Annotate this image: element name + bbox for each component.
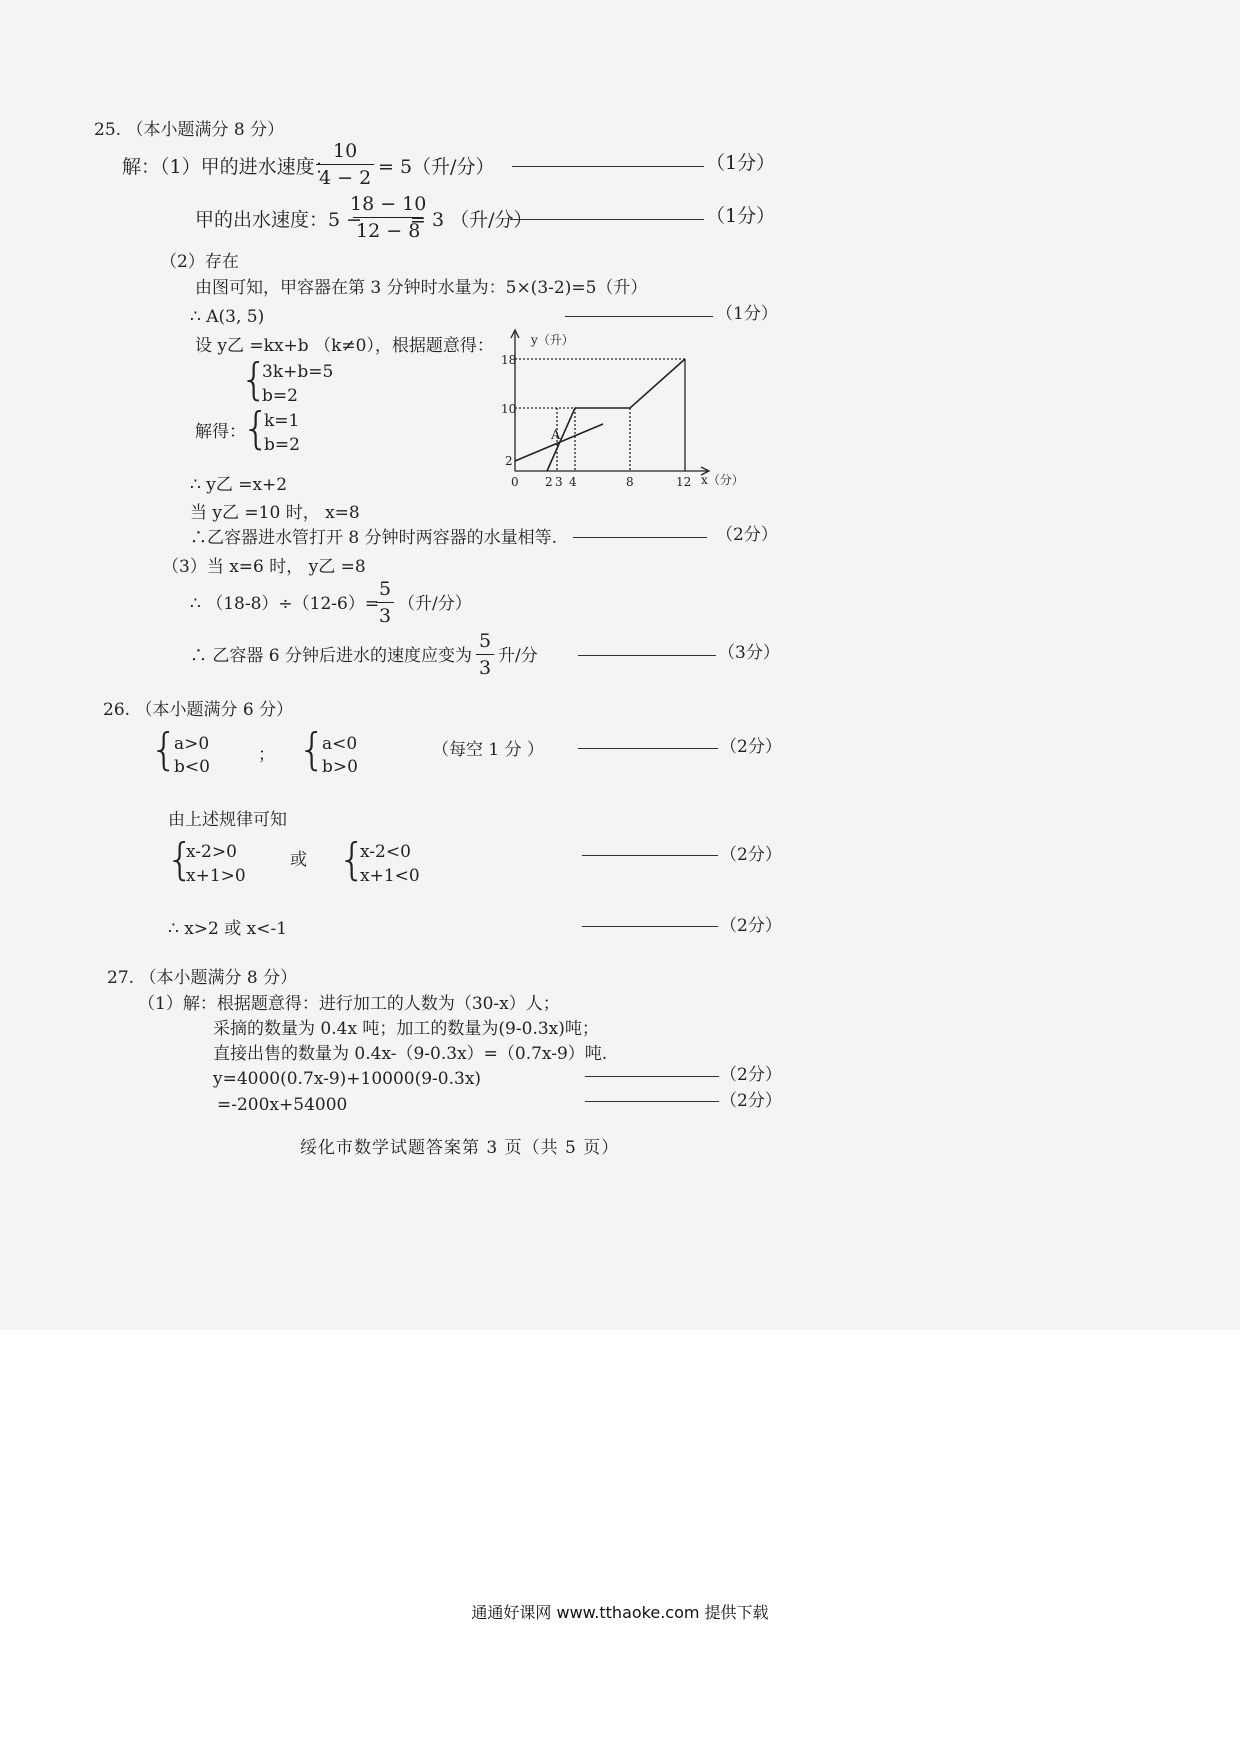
- x-tick-0: 0: [511, 475, 519, 489]
- site-note: 通通好课网 www.tthaoke.com 提供下载: [471, 1603, 769, 1622]
- y-tick-2: 2: [505, 454, 513, 468]
- q27-line3: 直接出售的数量为 0.4x-（9-0.3x）=（0.7x-9）吨.: [213, 1044, 608, 1064]
- q26-line1: 由上述规律可知: [168, 810, 287, 830]
- leader-line: [510, 219, 704, 220]
- q25-s3-line2: ∴ 乙容器 6 分钟后进水的速度应变为: [190, 646, 473, 666]
- y-axis-label: y（升）: [531, 333, 574, 347]
- q25-s3-line2-fraction: [476, 630, 494, 679]
- q25-p2-prefix: 甲的出水速度：5 −: [195, 209, 363, 231]
- q25-p1-score: （1分）: [706, 152, 776, 174]
- q25-system2-eq1: k=1: [264, 411, 300, 431]
- q25-s3-fraction: [376, 578, 394, 627]
- x-tick-8: 8: [626, 475, 634, 489]
- brace-icon: {: [298, 724, 326, 775]
- q26-system1-line2: b<0: [174, 757, 210, 777]
- q26-system4-line1: x-2<0: [360, 842, 411, 862]
- q25-p1-denominator: 4 − 2: [316, 164, 374, 189]
- q25-system2-eq2: b=2: [264, 435, 300, 455]
- leader-line: [585, 1076, 719, 1077]
- x-tick-3: 3: [555, 475, 563, 489]
- water-level-graph: [495, 328, 755, 498]
- x-axis-label: x（分）: [701, 473, 744, 487]
- q25-s2-point-a: ∴ A(3, 5): [190, 307, 265, 327]
- q25-s3-score: （3分）: [718, 643, 780, 663]
- q25-s3-unit: （升/分）: [398, 594, 472, 614]
- q26-system3-line2: x+1>0: [186, 866, 246, 886]
- q25-solve-label: 解得：: [195, 422, 246, 442]
- q26-line2: ∴ x>2 或 x<-1: [168, 919, 288, 939]
- q27-line4: y=4000(0.7x-9)+10000(9-0.3x): [213, 1069, 482, 1089]
- q27-line2: 采摘的数量为 0.4x 吨；加工的数量为(9-0.3x)吨；: [213, 1019, 599, 1039]
- x-tick-4: 4: [569, 475, 577, 489]
- q27-line5: =-200x+54000: [217, 1095, 348, 1115]
- leader-line: [582, 926, 718, 927]
- q25-s3-line2-unit: 升/分: [498, 646, 538, 666]
- q26-system2-line2: b>0: [322, 757, 358, 777]
- q25-p2-result: = 3 （升/分）: [410, 209, 533, 231]
- q25-header: 25. （本小题满分 8 分）: [94, 120, 285, 140]
- q27-line4-score: （2分）: [720, 1065, 782, 1085]
- leader-line: [512, 166, 704, 167]
- q25-p1-fraction: [316, 140, 374, 189]
- q26-system1-line1: a>0: [174, 734, 210, 754]
- q25-s3-line1: ∴ （18-8）÷（12-6）=: [190, 594, 380, 614]
- y-tick-10: 10: [501, 402, 517, 416]
- q26-header: 26. （本小题满分 6 分）: [103, 700, 294, 720]
- q25-p2-score: （1分）: [706, 205, 776, 227]
- brace-icon: {: [166, 834, 194, 885]
- q26-note: （每空 1 分 ）: [432, 740, 545, 760]
- q26-system2-line1: a<0: [322, 734, 358, 754]
- page-footer: 绥化市数学试题答案第 3 页（共 5 页）: [300, 1138, 620, 1158]
- leader-line: [573, 537, 707, 538]
- q25-s3-heading: （3）当 x=6 时， y乙 =8: [162, 557, 366, 577]
- q25-line5: 当 y乙 =10 时， x=8: [190, 503, 360, 523]
- q25-p2-denominator: 12 − 8: [353, 217, 423, 242]
- q25-line6: ∴乙容器进水管打开 8 分钟时两容器的水量相等.: [190, 528, 558, 548]
- leader-line: [565, 316, 713, 317]
- point-a-label: A: [551, 428, 561, 443]
- q27-line5-score: （2分）: [720, 1091, 782, 1111]
- brace-icon: {: [150, 724, 178, 775]
- leader-line: [582, 855, 718, 856]
- q25-system1-eq2: b=2: [262, 386, 298, 406]
- q27-line1: （1）解：根据题意得：进行加工的人数为（30-x）人；: [138, 994, 560, 1014]
- line-container-jia: [547, 359, 685, 471]
- y-tick-18: 18: [501, 353, 517, 367]
- numerator: 5: [479, 630, 492, 652]
- q25-s2-line3: 设 y乙 =kx+b （k≠0），根据题意得：: [195, 336, 494, 356]
- q26-system4-line2: x+1<0: [360, 866, 420, 886]
- q25-s2-line1: 由图可知，甲容器在第 3 分钟时水量为：5×(3-2)=5（升）: [195, 278, 648, 298]
- q26-separator: ；: [258, 745, 275, 765]
- q26-score3: （2分）: [720, 916, 782, 936]
- x-tick-12: 12: [676, 475, 692, 489]
- leader-line: [578, 748, 718, 749]
- q25-line4: ∴ y乙 =x+2: [190, 475, 288, 495]
- q25-s2-point-a-score: （1分）: [716, 304, 778, 324]
- q26-or: 或: [290, 850, 307, 870]
- denominator: 3: [376, 602, 394, 627]
- q25-system1-eq1: 3k+b=5: [262, 362, 334, 382]
- q25-p1-prefix: 解：（1）甲的进水速度：: [122, 156, 334, 178]
- leader-line: [585, 1101, 719, 1102]
- brace-icon: {: [338, 834, 366, 885]
- q25-p1-result: = 5（升/分）: [378, 156, 495, 178]
- q25-p2-numerator: 18 − 10: [350, 193, 427, 215]
- q26-system3-line1: x-2>0: [186, 842, 237, 862]
- numerator: 5: [379, 578, 392, 600]
- leader-line: [578, 655, 716, 656]
- q26-score1: （2分）: [720, 737, 782, 757]
- brace-icon: {: [240, 354, 268, 405]
- x-tick-2: 2: [545, 475, 553, 489]
- brace-icon: {: [242, 403, 270, 454]
- q27-header: 27. （本小题满分 8 分）: [107, 968, 298, 988]
- q25-line6-score: （2分）: [716, 525, 778, 545]
- q26-score2: （2分）: [720, 845, 782, 865]
- q25-s2-heading: （2）存在: [160, 252, 239, 272]
- q25-p1-numerator: 10: [333, 140, 358, 162]
- denominator: 3: [476, 654, 494, 679]
